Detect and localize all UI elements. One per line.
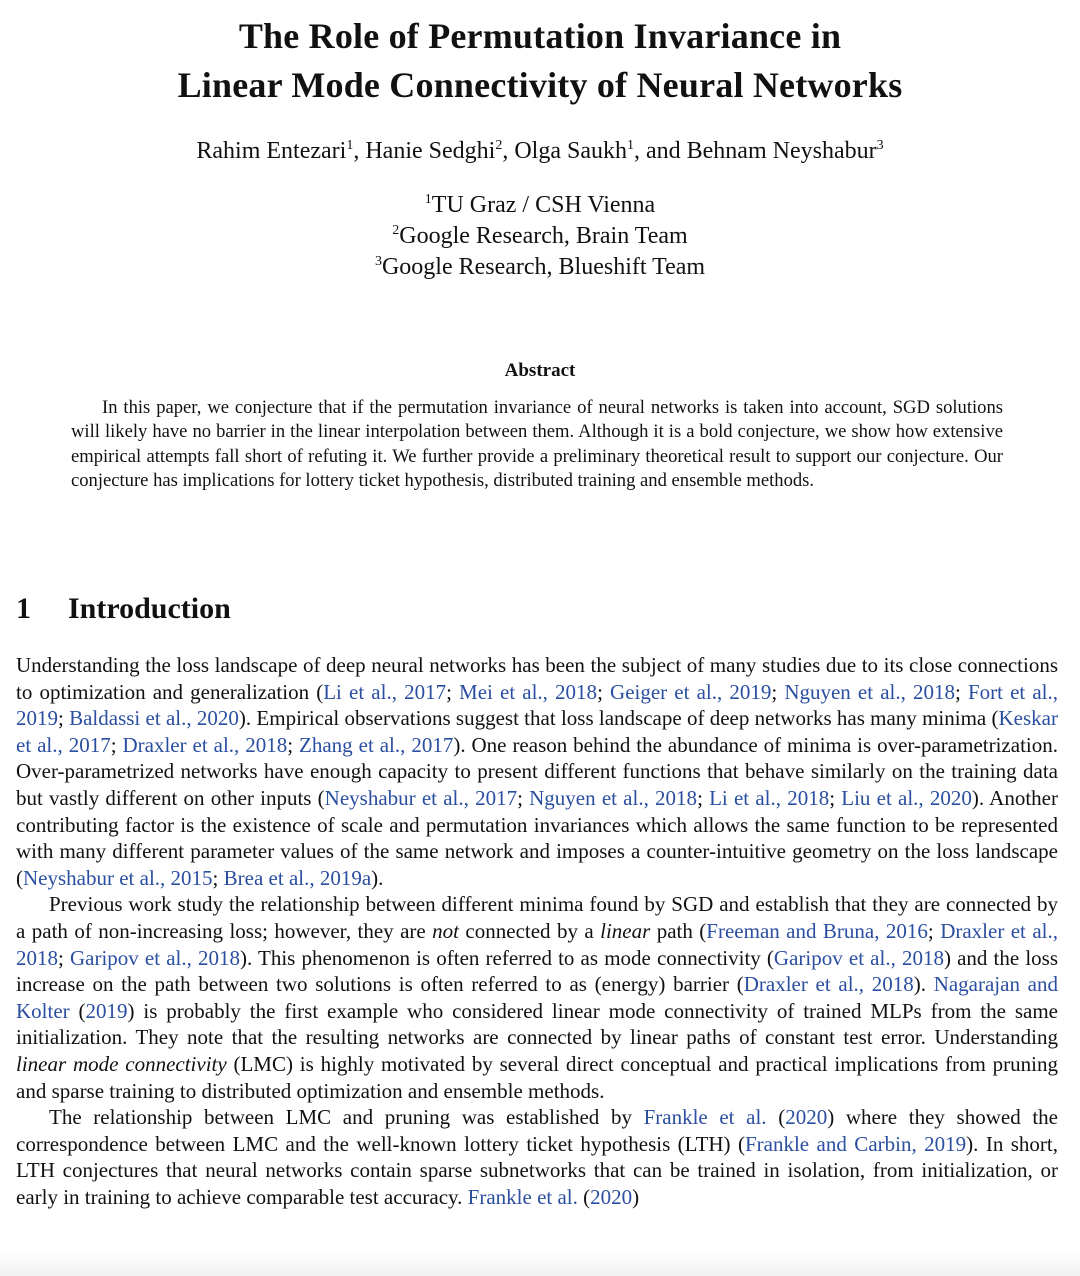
citation-link[interactable]: Draxler et al., 2018: [743, 972, 914, 997]
citation-link[interactable]: Garipov et al., 2018: [69, 945, 241, 970]
paragraph: Understanding the loss landscape of deep neural networks has been the subject of many studies due to its close connections to optimization and generalization (Li et al., 2017; Mei et al., 2018; Geiger et al., 2019; Nguyen et al., 2018; Fort et al., 2019; Baldassi et al., 2020). Empirical observations suggest that loss landscape of deep networks has many minima (Keskar et al., 2017; Draxler et al., 2018; Zhang et al., 2017). One reason behind the abundance of minima is over-parametrization. Over-parametrized networks have enough capacity to present different functions that behave similarly on the training data but vastly different on other inputs (Neyshabur et al., 2017; Nguyen et al., 2018; Li et al., 2018; Liu et al., 2020). Another contributing factor is the existence of scale and permutation invariances which allows the same function to be represented with many different parameter values of the same network and imposes a counter-intuitive geometry on the loss landscape (Neyshabur et al., 2015; Brea et al., 2019a).: [16, 653, 1059, 890]
affiliation: $^3$Google Research, Blueshift Team: [374, 254, 706, 280]
citation-link[interactable]: Draxler et al., 2018: [16, 918, 1058, 970]
affiliation: $^2$Google Research, Brain Team: [392, 223, 688, 249]
citation-link[interactable]: Li et al., 2018: [709, 785, 830, 810]
citation-link[interactable]: Neyshabur et al., 2015: [23, 865, 213, 890]
author-name: Olga Saukh: [514, 138, 627, 164]
citation-link[interactable]: Zhang et al., 2017: [299, 732, 454, 757]
citation-link[interactable]: Mei et al., 2018: [459, 679, 598, 704]
affiliation-list: [0, 190, 1080, 283]
paragraph: Previous work study the relationship between different minima found by SGD and establish that they are connected by a path of non-increasing loss; however, they are not connected by a linear path (Freeman and Bruna, 2016; Draxler et al., 2018; Garipov et al., 2018). This phenomenon is often referred to as mode connectivity (Garipov et al., 2018) and the loss increase on the path between two solutions is often referred to as (energy) barrier (Draxler et al., 2018). Nagarajan and Kolter (2019) is probably the first example who considered linear mode connectivity of trained MLPs from the same initialization. They note that the resulting networks are connected by linear paths of constant test error. Understanding linear mode connectivity (LMC) is highly motivated by several direct conceptual and practical implications from pruning and sparse training to distributed optimization and ensemble methods.: [16, 892, 1059, 1103]
section-number: 1: [16, 592, 31, 625]
author-name: Behnam Neyshabur: [686, 138, 877, 164]
affiliation-mark: 3: [876, 138, 884, 153]
citation-link[interactable]: Keskar et al., 2017: [16, 706, 1058, 757]
affiliation-mark: 1: [346, 138, 354, 153]
affiliation-mark: 2: [495, 138, 503, 153]
author-list: Rahim Entezari$^1$, Hanie Sedghi$^2$, Olga Saukh$^1$, and Behnam Neyshabur$^3$: [196, 138, 884, 164]
citation-link[interactable]: Brea et al., 2019a: [223, 865, 372, 890]
emphasis: not: [432, 918, 459, 943]
affiliation-mark: 1: [626, 138, 634, 153]
citation-link[interactable]: Baldassi et al., 2020: [69, 706, 239, 731]
citation-link[interactable]: Liu et al., 2020: [841, 785, 972, 810]
citation-link[interactable]: Frankle et al.: [467, 1184, 578, 1209]
citation-link[interactable]: Neyshabur et al., 2017: [324, 785, 518, 810]
citation-link[interactable]: Li et al., 2017: [323, 679, 447, 704]
citation-link[interactable]: Freeman and Bruna, 2016: [706, 918, 928, 943]
abstract-text: In this paper, we conjecture that if the permutation invariance of neural networks is taken into account, SGD solutions will likely have no barrier in the linear interpolation between them. Although it is a bold conjecture, we show how extensive empirical attempts fall short of refuting it. We further provide a preliminary theoretical result to support our conjecture. Our conjecture has implications for lottery ticket hypothesis, distributed training and ensemble methods.: [71, 397, 1003, 492]
section-heading: [16, 592, 231, 626]
citation-link[interactable]: Nguyen et al., 2018: [529, 785, 698, 810]
paragraph: The relationship between LMC and pruning was established by Frankle et al. (2020) where they showed the correspondence between LMC and the well-known lottery ticket hypothesis (LTH) (Frankle and Carbin, 2019). In short, LTH conjectures that neural networks contain sparse subnetworks that can be trained in isolation, from initialization, or early in training to achieve comparable test accuracy. Frankle et al. (2020): [16, 1105, 1058, 1209]
citation-link[interactable]: Draxler et al., 2018: [122, 732, 288, 757]
citation-link[interactable]: Geiger et al., 2019: [610, 679, 772, 704]
citation-link[interactable]: Frankle et al.: [643, 1105, 767, 1130]
author-name: Rahim Entezari: [196, 138, 347, 164]
abstract-heading: Abstract: [504, 360, 576, 381]
affiliation-mark: 1: [424, 192, 432, 207]
body-text: [16, 652, 1058, 1210]
title-line-2: Linear Mode Connectivity of Neural Networks: [177, 65, 903, 105]
citation-link[interactable]: 2020: [785, 1105, 828, 1130]
citation-link[interactable]: 2020: [590, 1184, 633, 1209]
title-line-1: The Role of Permutation Invariance in: [238, 16, 842, 56]
author-name: Hanie Sedghi: [365, 138, 496, 164]
citation-link[interactable]: 2019: [85, 998, 128, 1023]
citation-link[interactable]: Frankle and Carbin, 2019: [744, 1131, 967, 1156]
citation-link[interactable]: Fort et al., 2019: [16, 679, 1059, 731]
affiliation-mark: 3: [374, 254, 382, 269]
paper-title: [0, 12, 1080, 110]
affiliation: $^1$TU Graz / CSH Vienna: [424, 192, 656, 218]
affiliation-mark: 2: [392, 223, 400, 238]
emphasis: linear mode connectivity: [16, 1051, 227, 1076]
emphasis: linear: [600, 918, 651, 943]
citation-link[interactable]: Nagarajan and Kolter: [16, 972, 1058, 1023]
section-title: Introduction: [68, 592, 231, 625]
citation-link[interactable]: Nguyen et al., 2018: [784, 679, 955, 704]
citation-link[interactable]: Garipov et al., 2018: [773, 945, 944, 970]
